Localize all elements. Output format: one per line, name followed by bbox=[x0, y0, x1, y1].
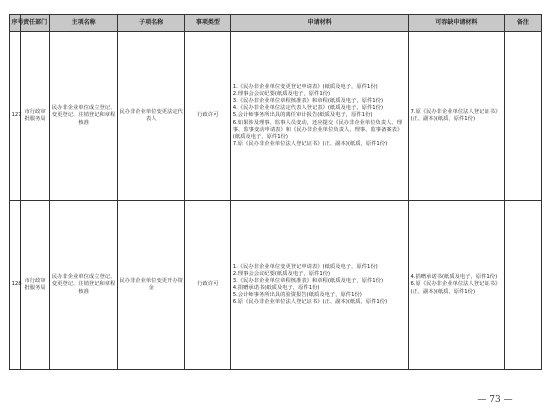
row-remark bbox=[504, 32, 541, 201]
row-sub: 民办非企业单位变更法定代表人 bbox=[117, 32, 185, 201]
row-remark bbox=[504, 201, 541, 370]
row-materials bbox=[231, 32, 409, 201]
material-item: 3.《民办非企业单位章程核准表》和章程(纸质及电子，原件1份) bbox=[232, 98, 384, 105]
table-header-row bbox=[10, 15, 542, 32]
header-dept: 责任部门 bbox=[20, 15, 49, 32]
row-dept: 市行政审批服务局 bbox=[20, 32, 49, 201]
row-main: 民办非企业单位成立登记、变更登记、注销登记和章程核准 bbox=[50, 201, 118, 370]
material-item: 4.《民办非企业单位法定代表人登记表》(纸质及电子，原件1份) bbox=[232, 105, 384, 112]
material-item: 7.原《民办非企业单位法人登记证书》(正、副本)(纸质，原件1份) bbox=[232, 140, 388, 147]
row-dept: 市行政审批服务局 bbox=[20, 201, 49, 370]
tolerant-item: 6.原《民办非企业单位法人登记证书》(正、副本)(纸质，原件1份) bbox=[410, 281, 501, 295]
material-item: 3.《民办非企业单位章程核准表》和章程(纸质及电子，原件1份) bbox=[232, 277, 384, 284]
material-item: 5.会计师事务所出具的离任审计报告(纸质及电子，原件1份) bbox=[232, 112, 373, 119]
header-remark: 备注 bbox=[504, 15, 541, 32]
material-item: 5.会计师事务所出具的验资报告(纸质及电子，原件1份) bbox=[232, 292, 362, 299]
row-sub: 民办非企业单位变更开办资金 bbox=[117, 201, 185, 370]
header-tolerant: 可容缺申请材料 bbox=[408, 15, 504, 32]
row-type: 行政许可 bbox=[185, 32, 231, 201]
header-sub: 子项名称 bbox=[117, 15, 185, 32]
material-item: 6.原《民办非企业单位法人登记证书》(正、副本)(纸质，原件1份) bbox=[232, 299, 388, 306]
row-materials bbox=[231, 201, 409, 370]
header-type: 事项类型 bbox=[185, 15, 231, 32]
material-item: 1.《民办非企业单位变更登记申请表》(纸质及电子，原件1份) bbox=[232, 83, 378, 90]
row-tolerant bbox=[408, 32, 504, 201]
page-number: — 73 — bbox=[477, 395, 513, 405]
row-tolerant bbox=[408, 201, 504, 370]
material-item: 1.《民办非企业单位变更登记申请表》(纸质及电子，原件1份) bbox=[232, 263, 378, 270]
material-item: 6.如果涉及理事、监事人员变动，还应提交《民办非企业单位负责人、理事、监事变动申请表》和《民办非企业单位负责人、理事、监事备案表》(纸质及电子，原件1份) bbox=[232, 119, 403, 140]
header-main: 主项名称 bbox=[50, 15, 118, 32]
table-row bbox=[10, 32, 542, 201]
row-seq: 127 bbox=[10, 32, 21, 201]
row-main: 民办非企业单位成立登记、变更登记、注销登记和章程核准 bbox=[50, 32, 118, 201]
tolerant-item: 4.捐赠承诺书(纸质及电子，原件1份) bbox=[410, 274, 498, 281]
row-type: 行政许可 bbox=[185, 201, 231, 370]
table-row bbox=[10, 201, 542, 370]
header-seq: 序号 bbox=[10, 15, 21, 32]
material-item: 2.理事会会议纪要(纸质及电子，原件1份) bbox=[232, 91, 331, 97]
material-item: 4.捐赠承诺书(纸质及电子，原件1份) bbox=[232, 285, 320, 291]
header-materials: 申请材料 bbox=[231, 15, 409, 32]
approval-items-table bbox=[9, 14, 542, 370]
tolerant-item: 7.原《民办非企业单位法人登记证书》(正、副本)(纸质，原件1份) bbox=[410, 108, 501, 122]
row-seq: 128 bbox=[10, 201, 21, 370]
material-item: 2.理事会会议纪要(纸质及电子，原件1份) bbox=[232, 270, 331, 277]
